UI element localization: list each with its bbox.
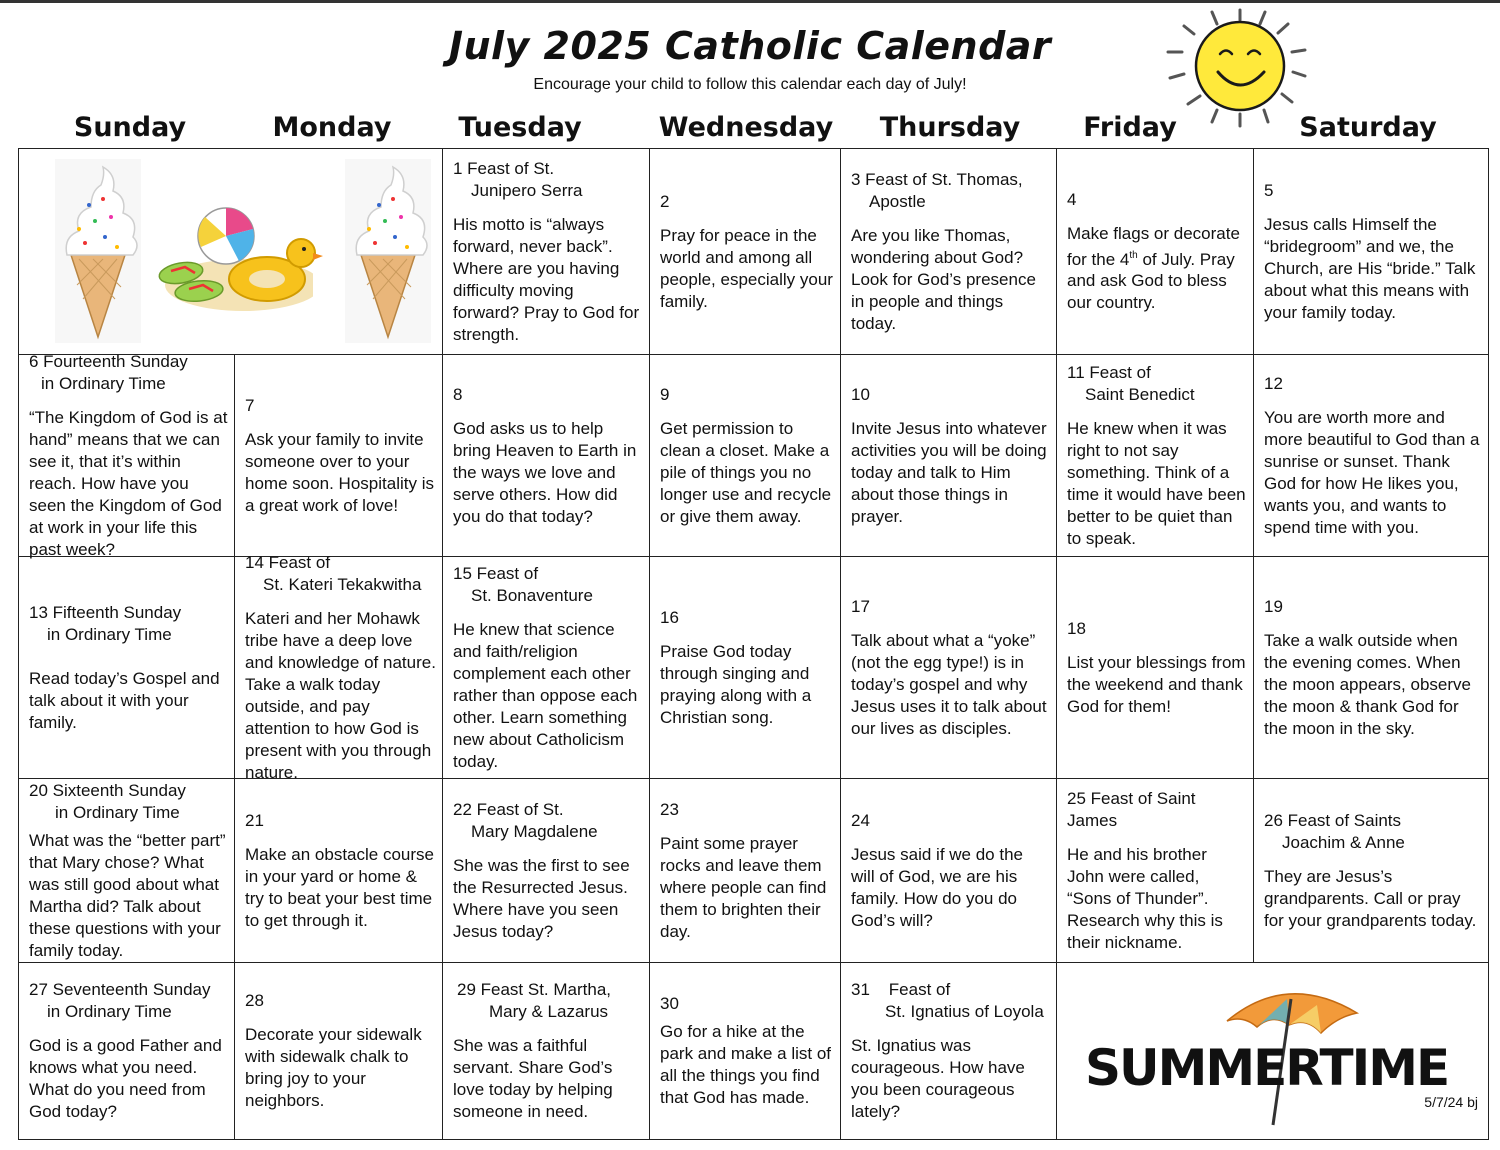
- day-header-tuesday: Tuesday: [458, 112, 582, 143]
- calendar-cell-day-8: 8 God asks us to help bring Heaven to Earth in the ways we love and serve others. How did you do that today?: [443, 355, 650, 557]
- calendar-grid: [18, 148, 1489, 1140]
- calendar-cell-day-11: 11 Feast of Saint Benedict He knew when it was right to not say something. Think of a time it would have been better to be quiet than to speak.: [1057, 355, 1254, 557]
- calendar-cell-day-22: 22 Feast of St. Mary Magdalene She was the first to see the Resurrected Jesus. Where have you seen Jesus today?: [443, 779, 650, 963]
- calendar-cell-day-31: 31 Feast of St. Ignatius of Loyola St. Ignatius was courageous. How have you been courageous lately?: [841, 963, 1057, 1139]
- calendar-cell-blank-art: [19, 149, 443, 355]
- calendar-cell-day-24: 24 Jesus said if we do the will of God, we are his family. How do you do God’s will?: [841, 779, 1057, 963]
- calendar-cell-day-26: 26 Feast of Saints Joachim & Anne They are Jesus’s grandparents. Call or pray for your grandparents today.: [1254, 779, 1488, 963]
- calendar-cell-day-6: 6 Fourteenth Sunday in Ordinary Time “The Kingdom of God is at hand” means that we can see it, that it’s within reach. How have you seen the Kingdom of God at work in your life this past week?: [19, 355, 235, 557]
- duck-float-icon: [225, 227, 325, 307]
- calendar-cell-day-18: 18 List your blessings from the weekend and thank God for them!: [1057, 557, 1254, 779]
- ice-cream-cone-icon: [345, 159, 431, 343]
- calendar-cell-day-30: 30 Go for a hike at the park and make a list of all the things you find that God has made.: [650, 963, 841, 1139]
- day-header-wednesday: Wednesday: [658, 112, 834, 143]
- calendar-cell-day-25: 25 Feast of Saint James He and his brother John were called, “Sons of Thunder”. Research why this is their nickname.: [1057, 779, 1254, 963]
- calendar-cell-day-10: 10 Invite Jesus into whatever activities you will be doing today and talk to Him about those things in prayer.: [841, 355, 1057, 557]
- calendar-cell-day-28: 28 Decorate your sidewalk with sidewalk chalk to bring joy to your neighbors.: [235, 963, 443, 1139]
- calendar-cell-day-29: 29 Feast St. Martha, Mary & Lazarus She was a faithful servant. Share God’s love today by helping someone in need.: [443, 963, 650, 1139]
- day-header-thursday: Thursday: [879, 112, 1021, 143]
- day-header-monday: Monday: [272, 112, 392, 143]
- calendar-cell-day-9: 9 Get permission to clean a closet. Make a pile of things you no longer use and recycle or give them away.: [650, 355, 841, 557]
- ice-cream-cone-icon: [55, 159, 141, 343]
- day-header-sunday: Sunday: [73, 112, 187, 143]
- calendar-cell-day-21: 21 Make an obstacle course in your yard or home & try to beat your best time to get through it.: [235, 779, 443, 963]
- page-title: July 2025 Catholic Calendar: [448, 24, 1052, 68]
- summertime-art-cell: [1057, 963, 1488, 1139]
- calendar-cell-day-2: 2 Pray for peace in the world and among all people, especially your family.: [650, 149, 841, 355]
- calendar-cell-day-4: 4 Make flags or decorate for the 4th of July. Pray and ask God to bless our country.: [1057, 149, 1254, 355]
- calendar-cell-day-3: 3 Feast of St. Thomas, Apostle Are you like Thomas, wondering about God? Look for God’s presence in people and things today.: [841, 149, 1057, 355]
- calendar-cell-day-16: 16 Praise God today through singing and praying along with a Christian song.: [650, 557, 841, 779]
- calendar-cell-day-12: 12 You are worth more and more beautiful to God than a sunrise or sunset. Thank God for how He likes you, wants you, and wants to spend time with you.: [1254, 355, 1488, 557]
- calendar-cell-day-7: 7 Ask your family to invite someone over to your home soon. Hospitality is a great work of love!: [235, 355, 443, 557]
- calendar-cell-day-5: 5 Jesus calls Himself the “bridegroom” and we, the Church, are His “bride.” Talk about what this means with your family today.: [1254, 149, 1488, 355]
- calendar-cell-day-13: 13 Fifteenth Sunday in Ordinary Time Read today’s Gospel and talk about it with your family.: [19, 557, 235, 779]
- calendar-cell-day-19: 19 Take a walk outside when the evening comes. When the moon appears, observe the moon & thank God for the moon in the sky.: [1254, 557, 1488, 779]
- calendar-cell-day-23: 23 Paint some prayer rocks and leave them where people can find them to brighten their day.: [650, 779, 841, 963]
- page-subtitle: Encourage your child to follow this calendar each day of July!: [533, 76, 967, 93]
- summertime-logo: SUMMERTIME: [1085, 1039, 1449, 1097]
- version-stamp: 5/7/24 bj: [1424, 1094, 1478, 1110]
- calendar-cell-day-1: 1 Feast of St. Junipero Serra His motto is “always forward, never back”. Where are you having difficulty moving forward? Pray to God for strength.: [443, 149, 650, 355]
- calendar-cell-day-17: 17 Talk about what a “yoke” (not the egg type!) is in today’s gospel and why Jesus uses it to talk about our lives as disciples.: [841, 557, 1057, 779]
- day-header-saturday: Saturday: [1299, 112, 1437, 143]
- calendar-cell-day-20: 20 Sixteenth Sunday in Ordinary Time What was the “better part” that Mary chose? What was still good about what Martha did? Talk about these questions with your family today.: [19, 779, 235, 963]
- day-header-friday: Friday: [1083, 112, 1177, 143]
- calendar-cell-day-27: 27 Seventeenth Sunday in Ordinary Time God is a good Father and knows what you need. What do you need from God today?: [19, 963, 235, 1139]
- calendar-cell-day-14: 14 Feast of St. Kateri Tekakwitha Kateri and her Mohawk tribe have a deep love and knowledge of nature. Take a walk today outside, and pay attention to how God is present with you through nature.: [235, 557, 443, 779]
- calendar-cell-day-15: 15 Feast of St. Bonaventure He knew that science and faith/religion complement each other rather than oppose each other. Learn something new about Catholicism today.: [443, 557, 650, 779]
